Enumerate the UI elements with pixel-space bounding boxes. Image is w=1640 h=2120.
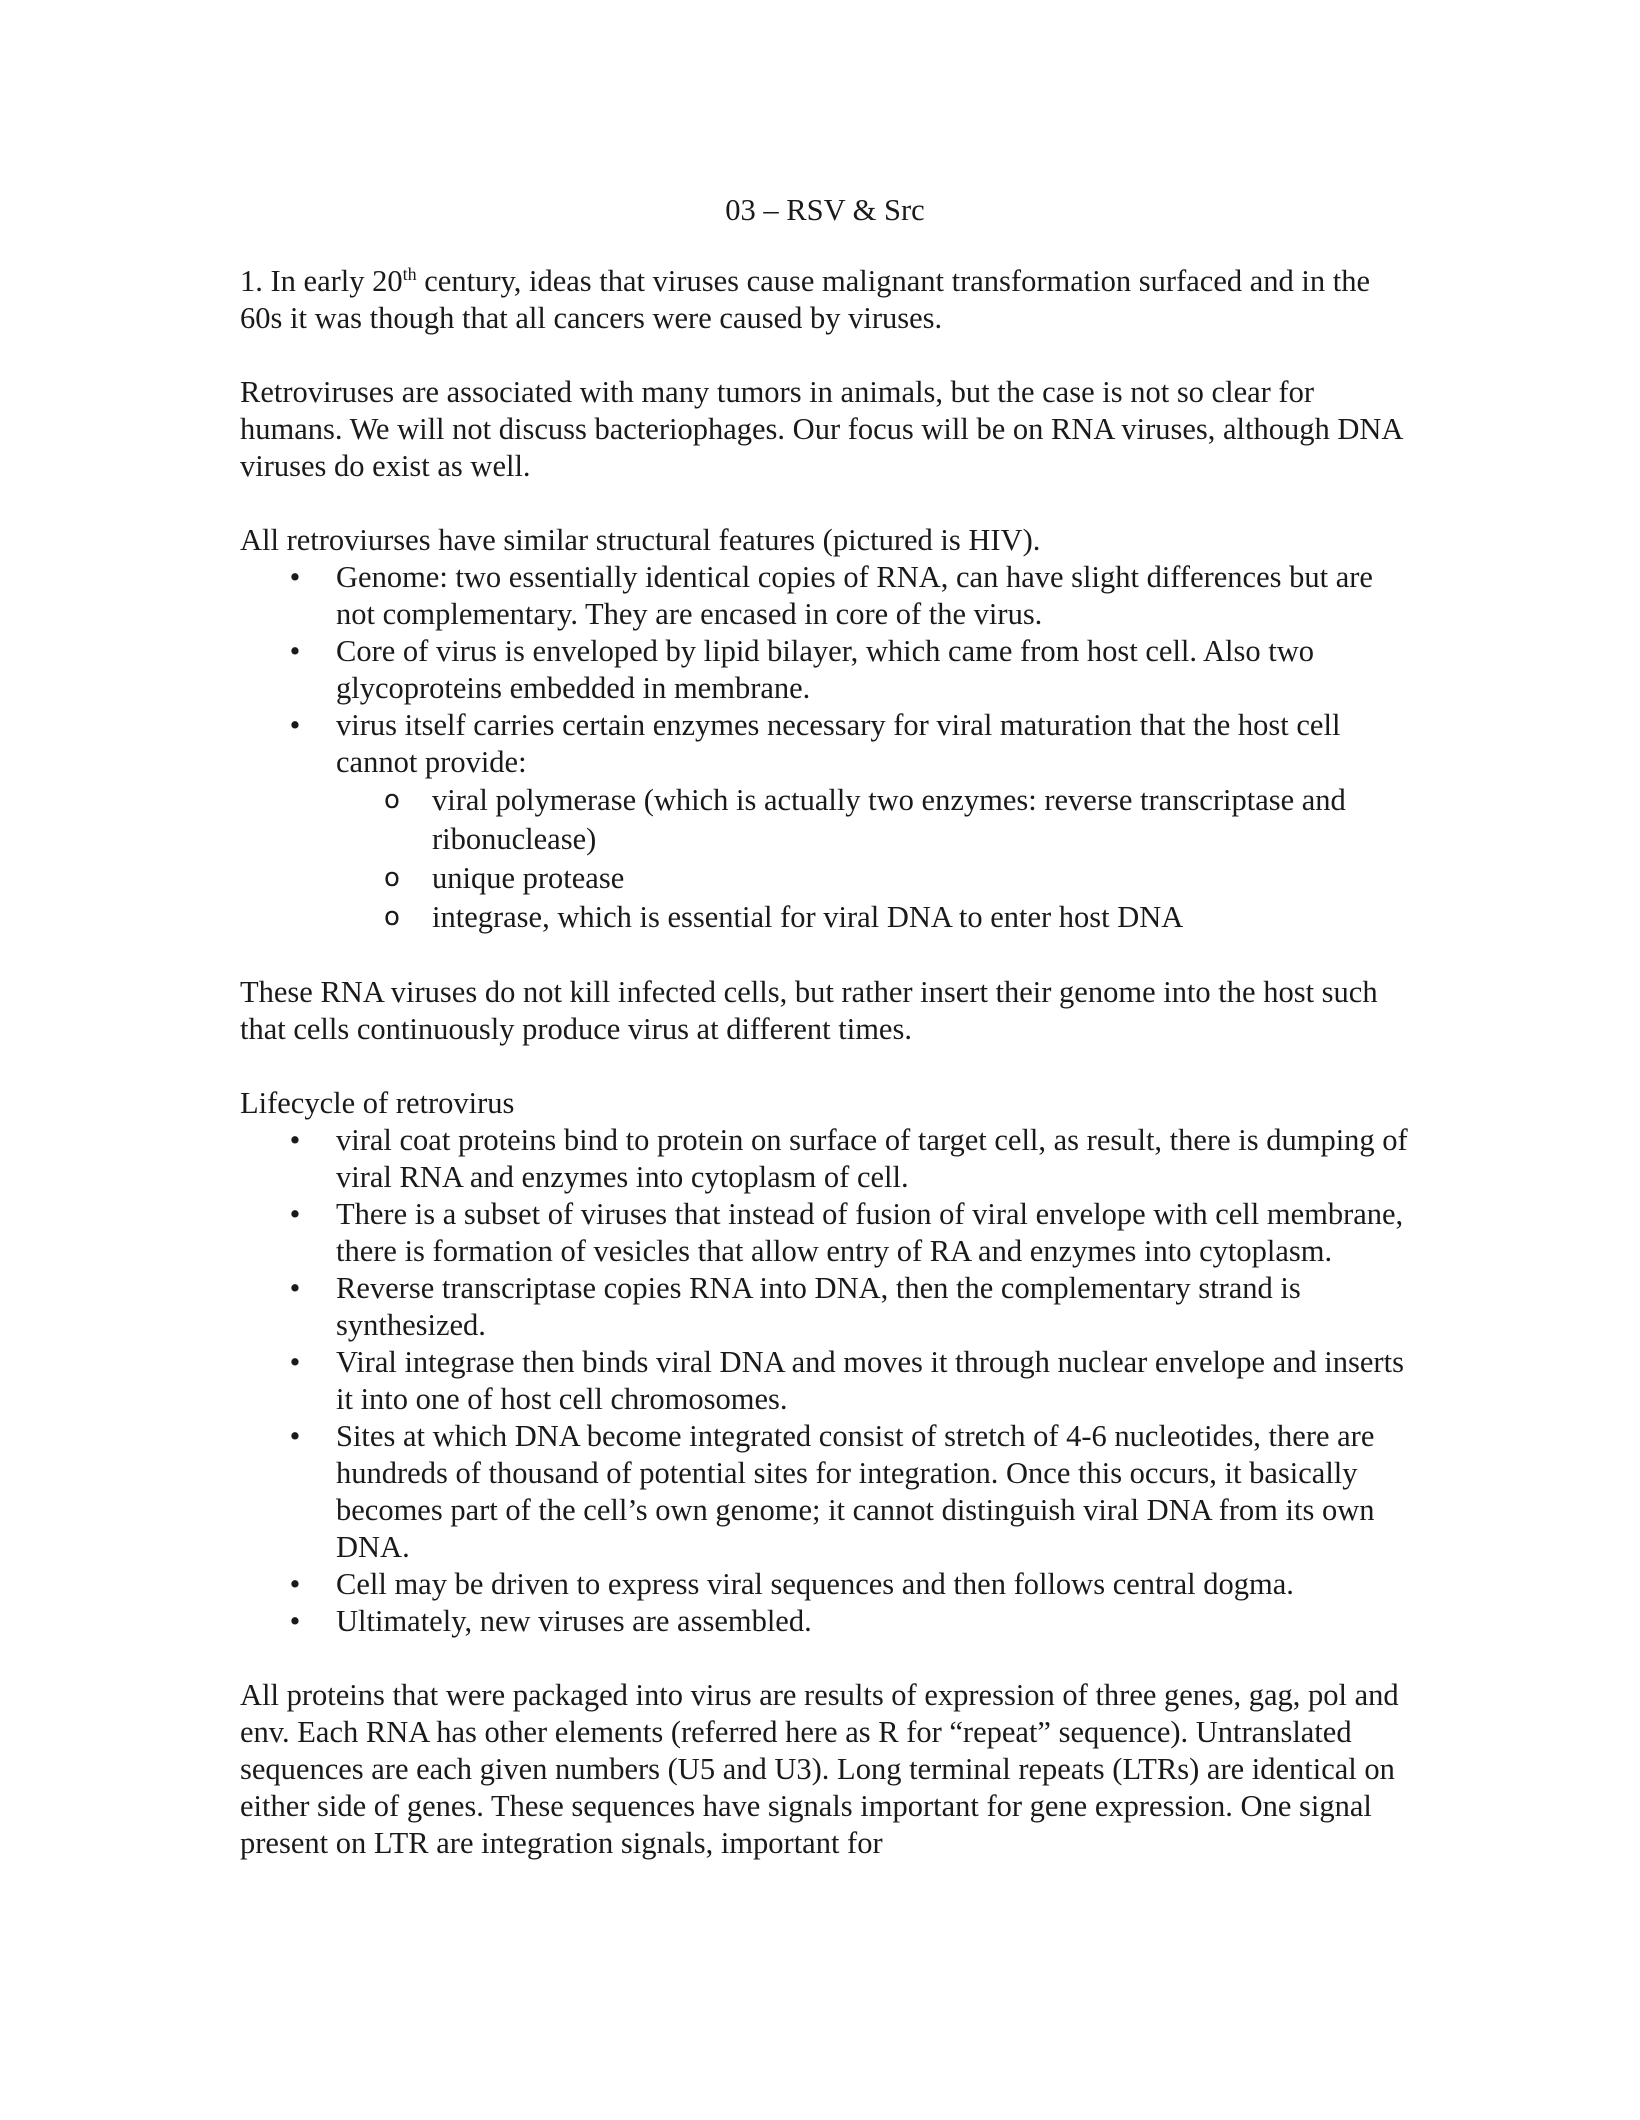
bullet-marker: • xyxy=(289,708,301,742)
list-item xyxy=(240,1603,1410,1640)
list-item xyxy=(240,707,1410,937)
list-item-text: viral coat proteins bind to protein on surface of target cell, as result, there is dumping of viral RNA and enzymes into cytoplasm of cell. xyxy=(336,1123,1408,1194)
intro-text-start: 1. In early 20 xyxy=(240,264,403,298)
list-item-text: Reverse transcriptase copies RNA into DNA, then the complementary strand is synthesized. xyxy=(336,1271,1301,1342)
enzyme-sublist xyxy=(336,781,1410,937)
list-item xyxy=(240,1196,1410,1270)
sub-bullet-marker: o xyxy=(384,863,400,893)
bullet-marker: • xyxy=(289,1345,301,1379)
list-item xyxy=(240,1122,1410,1196)
bullet-marker: • xyxy=(289,1123,301,1157)
intro-paragraph xyxy=(240,263,1410,337)
sublist-item xyxy=(336,859,1410,898)
structure-list xyxy=(240,559,1410,937)
sublist-item-text: unique protease xyxy=(432,861,625,895)
genes-paragraph: All proteins that were packaged into virus are results of expression of three genes, gag, pol and env. Each RNA has other elements (referred here as R for “repeat” sequence). Untranslated sequences are each given numbers (U5 and U3). Long terminal repeats (LTRs) are identical on either side of genes. These sequences have signals important for gene expression. One signal present on LTR are integration signals, important for xyxy=(240,1678,1399,1860)
ordinal-superscript: th xyxy=(402,263,417,284)
list-item-text: Viral integrase then binds viral DNA and moves it through nuclear envelope and inserts it into one of host cell chromosomes. xyxy=(336,1345,1404,1416)
retrovirus-paragraph: Retroviruses are associated with many tumors in animals, but the case is not so clear for humans. We will not discuss bacteriophages. Our focus will be on RNA viruses, although DNA viruses do exist as well. xyxy=(240,375,1402,483)
document-body xyxy=(240,192,1410,1899)
sub-bullet-marker: o xyxy=(384,785,400,815)
sublist-item xyxy=(336,781,1410,859)
list-item-text: Ultimately, new viruses are assembled. xyxy=(336,1604,812,1638)
sublist-item-text: integrase, which is essential for viral DNA to enter host DNA xyxy=(432,900,1184,934)
list-item-text: Cell may be driven to express viral sequences and then follows central dogma. xyxy=(336,1567,1294,1601)
sublist-item xyxy=(336,898,1410,937)
bullet-marker: • xyxy=(289,1567,301,1601)
intro-text-end: century, ideas that viruses cause malignant transformation surfaced and in the 60s it was though that all cancers were caused by viruses. xyxy=(240,264,1371,335)
list-item-text: There is a subset of viruses that instead of fusion of viral envelope with cell membrane, there is formation of vesicles that allow entry of RA and enzymes into cytoplasm. xyxy=(336,1197,1404,1268)
list-item xyxy=(240,1418,1410,1566)
infection-paragraph: These RNA viruses do not kill infected cells, but rather insert their genome into the host such that cells continuously produce virus at different times. xyxy=(240,975,1378,1046)
list-item-text: Core of virus is enveloped by lipid bilayer, which came from host cell. Also two glycoproteins embedded in membrane. xyxy=(336,634,1314,705)
sublist-item-text: viral polymerase (which is actually two enzymes: reverse transcriptase and ribonuclease) xyxy=(432,783,1346,856)
list-item-text: virus itself carries certain enzymes necessary for viral maturation that the host cell cannot provide: xyxy=(336,708,1341,779)
bullet-marker: • xyxy=(289,1419,301,1453)
list-item xyxy=(240,1270,1410,1344)
list-item-text: Sites at which DNA become integrated consist of stretch of 4-6 nucleotides, there are hundreds of thousand of potential sites for integration. Once this occurs, it basically becomes part of the cell’s own genome; it cannot distinguish viral DNA from its own DNA. xyxy=(336,1419,1375,1564)
bullet-marker: • xyxy=(289,560,301,594)
structure-lead: All retroviurses have similar structural features (pictured is HIV). xyxy=(240,523,1041,557)
lifecycle-lead: Lifecycle of retrovirus xyxy=(240,1086,515,1120)
list-item xyxy=(240,1566,1410,1603)
list-item-text: Genome: two essentially identical copies of RNA, can have slight differences but are not complementary. They are encased in core of the virus. xyxy=(336,560,1373,631)
bullet-marker: • xyxy=(289,634,301,668)
list-item xyxy=(240,559,1410,633)
lifecycle-list xyxy=(240,1122,1410,1640)
document-title: 03 – RSV & Src xyxy=(725,193,925,227)
list-item xyxy=(240,633,1410,707)
bullet-marker: • xyxy=(289,1271,301,1305)
bullet-marker: • xyxy=(289,1604,301,1638)
sub-bullet-marker: o xyxy=(384,902,400,932)
bullet-marker: • xyxy=(289,1197,301,1231)
list-item xyxy=(240,1344,1410,1418)
